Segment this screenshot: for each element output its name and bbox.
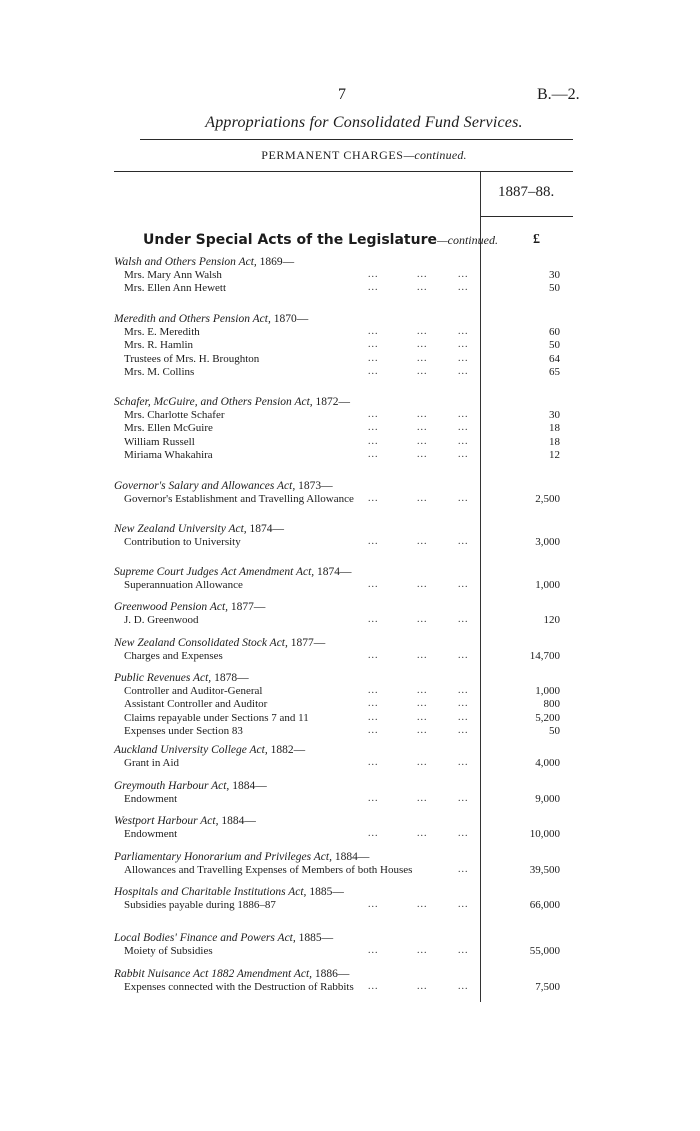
leader-dots: ...: [458, 712, 469, 723]
leader-dots: ...: [458, 757, 469, 768]
leader-dots: ...: [458, 698, 469, 709]
line-item-amount: 60: [549, 326, 560, 338]
act-year: 1884—: [218, 815, 256, 827]
leader-dots: ...: [417, 899, 428, 910]
leader-dots: ...: [368, 353, 379, 364]
column-divider: [480, 172, 481, 1002]
act-name: Westport Harbour Act,: [114, 815, 219, 827]
leader-dots: ...: [417, 757, 428, 768]
line-item-amount: 18: [549, 422, 560, 434]
act-year: 1885—: [306, 886, 344, 898]
act-name: Schafer, McGuire, and Others Pension Act,: [114, 396, 313, 408]
line-item-label: Allowances and Travelling Expenses of Members of both Houses: [124, 864, 413, 876]
line-item-label: Mrs. Ellen McGuire: [124, 422, 213, 434]
leader-dots: ...: [458, 945, 469, 956]
line-item-label: Expenses under Section 83: [124, 725, 243, 737]
act-title: [114, 780, 267, 792]
leader-dots: ...: [458, 436, 469, 447]
act-year: 1885—: [295, 932, 334, 944]
leader-dots: ...: [458, 899, 469, 910]
line-item-label: Expenses connected with the Destruction of Rabbits: [124, 981, 354, 993]
line-item-label: Charges and Expenses: [124, 650, 223, 662]
act-title: [114, 601, 265, 613]
act-title: [114, 886, 344, 898]
line-item-amount: 9,000: [535, 793, 560, 805]
section-subtitle: [0, 148, 700, 163]
leader-dots: ...: [417, 353, 428, 364]
leader-dots: ...: [368, 339, 379, 350]
leader-dots: ...: [458, 282, 469, 293]
leader-dots: ...: [417, 282, 428, 293]
line-item-label: Endowment: [124, 793, 178, 805]
line-item-amount: 5,200: [535, 712, 560, 724]
act-title: [114, 480, 333, 492]
leader-dots: ...: [368, 712, 379, 723]
act-title: [114, 968, 349, 980]
leader-dots: ...: [458, 449, 469, 460]
year-header-rule: [481, 216, 573, 217]
leader-dots: ...: [417, 269, 428, 280]
act-name: Governor's Salary and Allowances Act,: [114, 480, 296, 492]
line-item-amount: 1,000: [535, 685, 560, 697]
leader-dots: ...: [458, 493, 469, 504]
leader-dots: ...: [458, 409, 469, 420]
leader-dots: ...: [368, 326, 379, 337]
leader-dots: ...: [458, 339, 469, 350]
act-year: 1884—: [229, 780, 267, 792]
act-title: [114, 672, 249, 684]
leader-dots: ...: [368, 793, 379, 804]
act-name: Local Bodies' Finance and Powers Act,: [114, 932, 296, 944]
leader-dots: ...: [368, 614, 379, 625]
leader-dots: ...: [368, 436, 379, 447]
line-item-amount: 30: [549, 269, 560, 281]
leader-dots: ...: [368, 650, 379, 661]
act-year: 1872—: [312, 396, 351, 408]
leader-dots: ...: [417, 685, 428, 696]
leader-dots: ...: [417, 698, 428, 709]
leader-dots: ...: [458, 828, 469, 839]
leader-dots: ...: [458, 981, 469, 992]
section-heading-continued: —continued.: [436, 233, 498, 247]
line-item-amount: 66,000: [529, 899, 560, 911]
act-year: 1869—: [256, 256, 295, 268]
section-heading-text: Under Special Acts of the Legislature: [143, 232, 437, 248]
leader-dots: ...: [368, 493, 379, 504]
line-item-label: William Russell: [124, 436, 195, 448]
leader-dots: ...: [458, 685, 469, 696]
leader-dots: ...: [458, 650, 469, 661]
act-title: [114, 744, 305, 756]
leader-dots: ...: [458, 793, 469, 804]
line-item-label: J. D. Greenwood: [124, 614, 199, 626]
leader-dots: ...: [368, 409, 379, 420]
act-year: 1882—: [267, 744, 306, 756]
leader-dots: ...: [368, 269, 379, 280]
line-item-amount: 12: [549, 449, 560, 461]
act-name: Walsh and Others Pension Act,: [114, 256, 257, 268]
act-title: [114, 851, 369, 863]
line-item-amount: 50: [549, 725, 560, 737]
act-year: 1884—: [331, 851, 370, 863]
leader-dots: ...: [417, 409, 428, 420]
act-name: Auckland University College Act,: [114, 744, 268, 756]
leader-dots: ...: [458, 269, 469, 280]
leader-dots: ...: [368, 698, 379, 709]
act-name: Meredith and Others Pension Act,: [114, 313, 271, 325]
act-year: 1878—: [211, 672, 249, 684]
subtitle-continued: —continued.: [403, 148, 467, 162]
currency-symbol: £: [533, 232, 540, 247]
table-top-rule: [114, 171, 573, 172]
line-item-label: Miriama Whakahira: [124, 449, 213, 461]
line-item-amount: 3,000: [535, 536, 560, 548]
leader-dots: ...: [417, 422, 428, 433]
leader-dots: ...: [458, 366, 469, 377]
leader-dots: ...: [368, 757, 379, 768]
line-item-amount: 120: [543, 614, 560, 626]
section-heading: [143, 232, 498, 248]
line-item-label: Subsidies payable during 1886–87: [124, 899, 276, 911]
leader-dots: ...: [417, 366, 428, 377]
leader-dots: ...: [458, 725, 469, 736]
line-item-amount: 1,000: [535, 579, 560, 591]
line-item-label: Contribution to University: [124, 536, 241, 548]
year-column-header: 1887–88.: [498, 184, 555, 200]
leader-dots: ...: [458, 536, 469, 547]
leader-dots: ...: [417, 945, 428, 956]
act-year: 1874—: [314, 566, 352, 578]
leader-dots: ...: [458, 614, 469, 625]
leader-dots: ...: [368, 366, 379, 377]
leader-dots: ...: [417, 981, 428, 992]
document-code: B.—2.: [537, 86, 580, 103]
leader-dots: ...: [368, 828, 379, 839]
leader-dots: ...: [458, 422, 469, 433]
leader-dots: ...: [417, 579, 428, 590]
act-name: New Zealand University Act,: [114, 523, 247, 535]
line-item-label: Superannuation Allowance: [124, 579, 243, 591]
line-item-label: Mrs. M. Collins: [124, 366, 195, 378]
act-title: [114, 815, 256, 827]
leader-dots: ...: [417, 712, 428, 723]
act-name: Parliamentary Honorarium and Privileges Act,: [114, 851, 332, 863]
leader-dots: ...: [368, 981, 379, 992]
line-item-amount: 50: [549, 339, 560, 351]
act-title: [114, 566, 352, 578]
line-item-label: Trustees of Mrs. H. Broughton: [124, 353, 260, 365]
leader-dots: ...: [417, 339, 428, 350]
line-item-label: Mrs. R. Hamlin: [124, 339, 194, 351]
leader-dots: ...: [368, 945, 379, 956]
line-item-amount: 10,000: [529, 828, 560, 840]
leader-dots: ...: [368, 282, 379, 293]
line-item-amount: 55,000: [529, 945, 560, 957]
act-name: Supreme Court Judges Act Amendment Act,: [114, 566, 315, 578]
leader-dots: ...: [368, 579, 379, 590]
line-item-amount: 65: [549, 366, 560, 378]
act-name: New Zealand Consolidated Stock Act,: [114, 637, 288, 649]
act-year: 1870—: [270, 313, 309, 325]
leader-dots: ...: [417, 436, 428, 447]
act-name: Hospitals and Charitable Institutions Act,: [114, 886, 307, 898]
act-title: [114, 523, 284, 535]
title-rule: [140, 139, 573, 140]
line-item-amount: 800: [543, 698, 560, 710]
line-item-amount: 50: [549, 282, 560, 294]
leader-dots: ...: [417, 650, 428, 661]
line-item-amount: 18: [549, 436, 560, 448]
line-item-label: Mrs. Ellen Ann Hewett: [124, 282, 227, 294]
leader-dots: ...: [417, 614, 428, 625]
act-name: Public Revenues Act,: [114, 672, 212, 684]
leader-dots: ...: [417, 793, 428, 804]
line-item-label: Governor's Establishment and Travelling Allowance: [124, 493, 354, 505]
act-year: 1873—: [295, 480, 333, 492]
leader-dots: ...: [458, 579, 469, 590]
leader-dots: ...: [368, 422, 379, 433]
act-name: Greymouth Harbour Act,: [114, 780, 230, 792]
leader-dots: ...: [458, 326, 469, 337]
leader-dots: ...: [458, 864, 469, 875]
subtitle-main: PERMANENT CHARGES: [261, 148, 404, 162]
leader-dots: ...: [417, 449, 428, 460]
line-item-amount: 14,700: [529, 650, 560, 662]
line-item-label: Grant in Aid: [124, 757, 179, 769]
act-title: [114, 932, 333, 944]
line-item-label: Controller and Auditor-General: [124, 685, 263, 697]
leader-dots: ...: [458, 353, 469, 364]
leader-dots: ...: [417, 725, 428, 736]
line-item-amount: 39,500: [529, 864, 560, 876]
line-item-label: Endowment: [124, 828, 178, 840]
line-item-label: Mrs. Charlotte Schafer: [124, 409, 225, 421]
line-item-label: Assistant Controller and Auditor: [124, 698, 268, 710]
leader-dots: ...: [417, 536, 428, 547]
line-item-label: Mrs. E. Meredith: [124, 326, 200, 338]
leader-dots: ...: [368, 899, 379, 910]
leader-dots: ...: [417, 326, 428, 337]
line-item-amount: 64: [549, 353, 560, 365]
page-number: 7: [338, 86, 346, 103]
line-item-amount: 4,000: [535, 757, 560, 769]
leader-dots: ...: [368, 536, 379, 547]
act-title: [114, 256, 294, 268]
line-item-amount: 30: [549, 409, 560, 421]
line-item-label: Mrs. Mary Ann Walsh: [124, 269, 222, 281]
line-item-amount: 2,500: [535, 493, 560, 505]
page-title: Appropriations for Consolidated Fund Services.: [205, 114, 523, 131]
act-title: [114, 313, 308, 325]
line-item-label: Moiety of Subsidies: [124, 945, 213, 957]
act-title: [114, 396, 350, 408]
act-year: 1877—: [287, 637, 326, 649]
act-name: Greenwood Pension Act,: [114, 601, 229, 613]
act-year: 1874—: [246, 523, 285, 535]
leader-dots: ...: [368, 685, 379, 696]
act-name: Rabbit Nuisance Act 1882 Amendment Act,: [114, 968, 313, 980]
leader-dots: ...: [368, 449, 379, 460]
line-item-label: Claims repayable under Sections 7 and 11: [124, 712, 309, 724]
act-year: 1886—: [312, 968, 350, 980]
leader-dots: ...: [417, 493, 428, 504]
line-item-amount: 7,500: [535, 981, 560, 993]
leader-dots: ...: [368, 725, 379, 736]
act-title: [114, 637, 325, 649]
act-year: 1877—: [228, 601, 266, 613]
leader-dots: ...: [417, 828, 428, 839]
